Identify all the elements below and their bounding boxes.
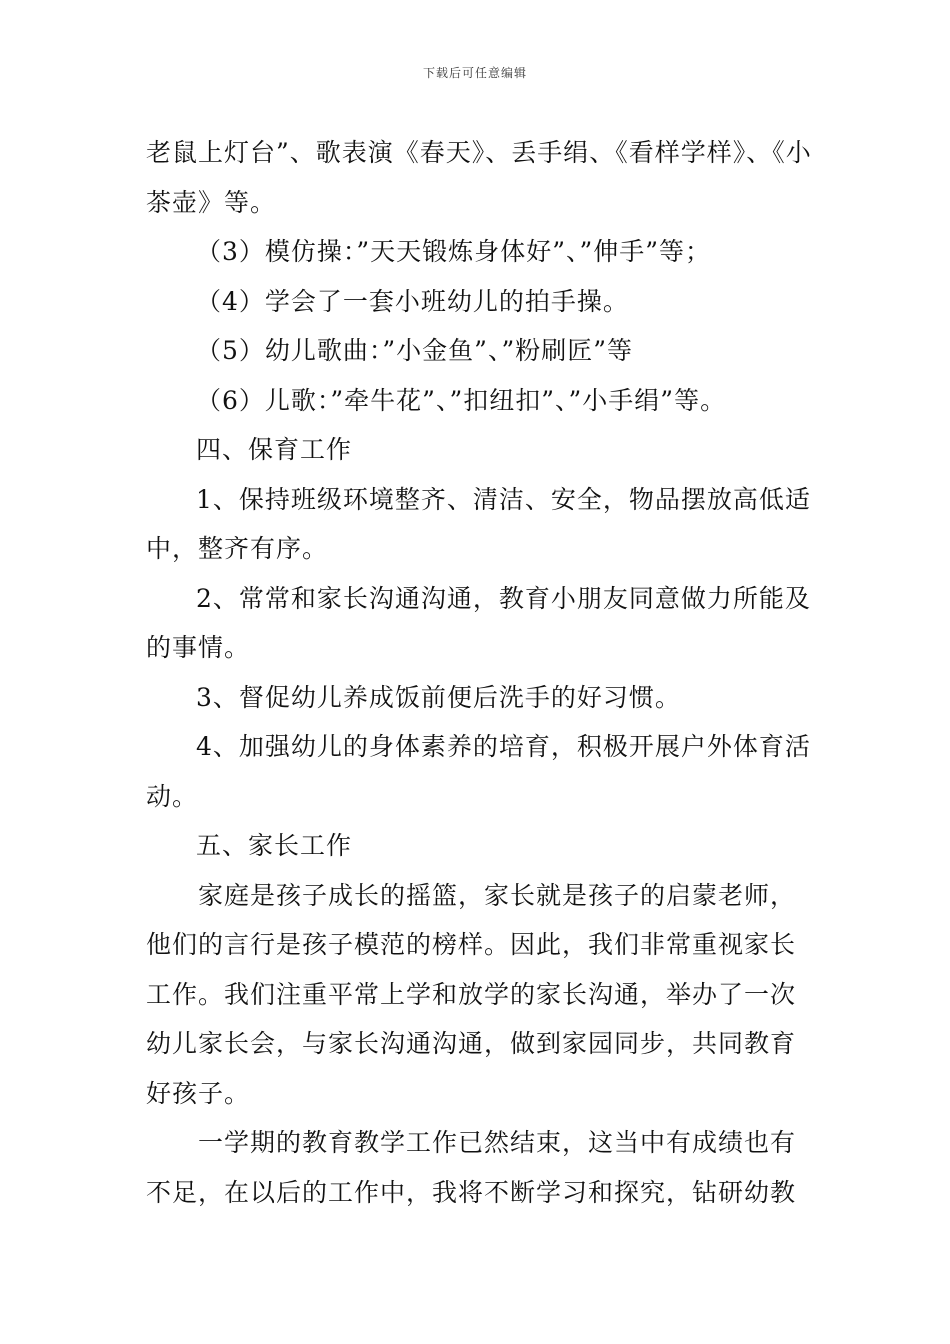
page-header: 下载后可任意编辑 bbox=[422, 66, 527, 80]
paragraph: （6）儿歌：”牵牛花”、”扣纽扣”、”小手绢”等。 bbox=[196, 385, 727, 415]
document-body bbox=[146, 128, 816, 1217]
paragraph: 3、督促幼儿养成饭前便后洗手的好习惯。 bbox=[196, 682, 681, 712]
section-heading: 五、家长工作 bbox=[196, 831, 353, 860]
paragraph: 1、保持班级环境整齐、清洁、安全，物品摆放高低适中，整齐有序。 bbox=[146, 484, 811, 563]
paragraph: （5）幼儿歌曲：”小金鱼”、”粉刷匠”等 bbox=[196, 336, 634, 365]
section-heading: 四、保育工作 bbox=[196, 435, 353, 464]
paragraph: 4、加强幼儿的身体素养的培育，积极开展户外体育活动。 bbox=[146, 732, 811, 811]
paragraph: 老鼠上灯台”、歌表演《春天》、丢手绢、《看样学样》、《小茶壶》等。 bbox=[146, 138, 812, 217]
paragraph: 家庭是孩子成长的摇篮，家长就是孩子的启蒙老师，他们的言行是孩子模范的榜样。因此，我们非常重视家长工作。我们注重平常上学和放学的家长沟通，举办了一次幼儿家长会，与家长沟通沟通，做到家园同步，共同教育好孩子。 bbox=[146, 880, 797, 1108]
paragraph: 2、常常和家长沟通沟通，教育小朋友同意做力所能及的事情。 bbox=[146, 583, 811, 662]
paragraph: 一学期的教育教学工作已然结束，这当中有成绩也有不足，在以后的工作中，我将不断学习和探究，钻研幼教 bbox=[146, 1128, 797, 1207]
paragraph: （4）学会了一套小班幼儿的拍手操。 bbox=[196, 286, 629, 316]
paragraph: （3）模仿操：”天天锻炼身体好”、”伸手”等； bbox=[196, 237, 712, 266]
